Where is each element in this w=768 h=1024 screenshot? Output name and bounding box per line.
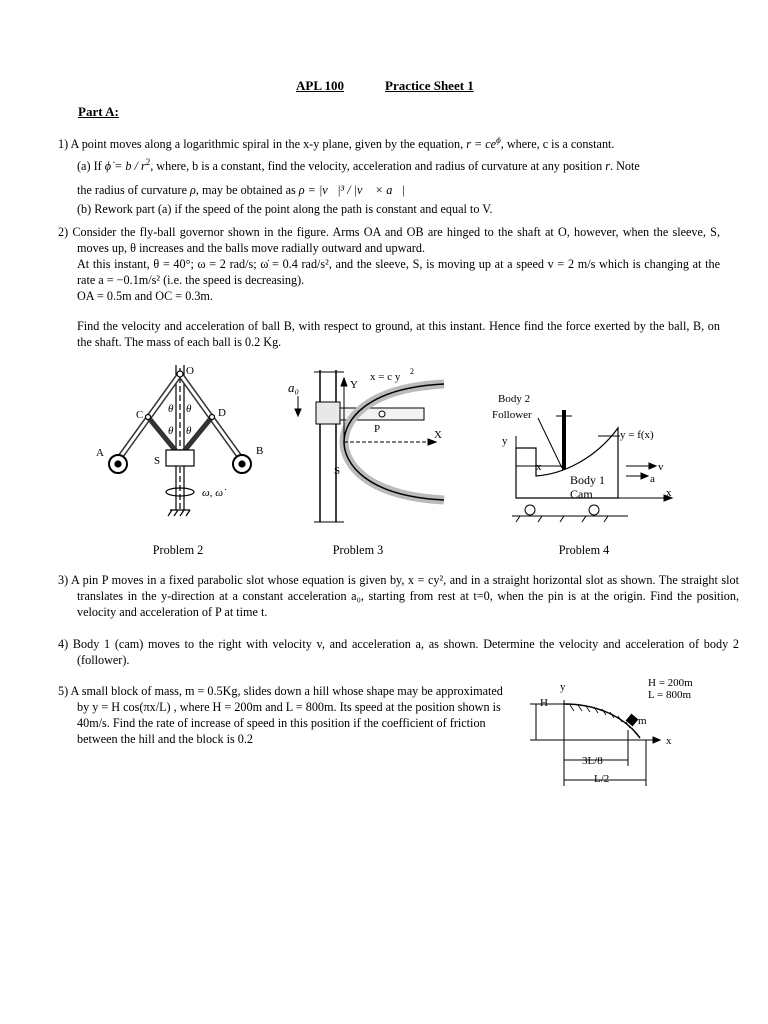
- cam-wheel-left: [525, 505, 535, 515]
- p1a-note: . Note: [610, 159, 640, 174]
- p2-line1: 2) Consider the fly-ball governor shown in the figure. Arms OA and OB are hinged to the shaft at O, however, when the sleeve, S, moves up, θ increases and the balls move radially outward and upward.: [58, 225, 720, 255]
- label-theta-3: θ: [168, 425, 174, 437]
- label-a: A: [96, 447, 104, 459]
- sliding-block: [626, 714, 637, 725]
- p1-equation: r = ce: [466, 137, 497, 152]
- sleeve: [166, 450, 194, 466]
- p2-line3: OA = 0.5m and OC = 0.3m.: [77, 289, 213, 303]
- label-yfx: y = f(x): [620, 429, 654, 441]
- figure-problem-3: [284, 362, 454, 530]
- caption-problem-4: Problem 4: [558, 543, 610, 557]
- label-l-value: L = 800m: [648, 689, 692, 701]
- caption-problem-3: Problem 3: [332, 543, 384, 557]
- caption-problem-2: Problem 2: [152, 543, 204, 557]
- figure-problem-4: [486, 388, 686, 528]
- p1a-lead: (a) If: [77, 159, 105, 174]
- problem-5: 5) A small block of mass, m = 0.5Kg, slides down a hill whose shape may be approximated by y = H cos(πx/L) , where H = 200m and L = 800m. Its speed at the position shown is 40m/s. Find the rate of increase of speed in this position if the coefficient of friction between the hill and the block is 0.2: [58, 684, 503, 746]
- label-s: S: [154, 455, 161, 467]
- p1a-equation: ϕ̇ = b / r: [104, 159, 146, 174]
- label-l2: L/2: [594, 773, 610, 785]
- label-theta-4: θ: [186, 425, 192, 437]
- label-p: P: [374, 423, 381, 435]
- label-body1: Body 1: [570, 473, 606, 487]
- label-cam: Cam: [570, 487, 593, 501]
- rho-symbol: ρ: [190, 183, 196, 198]
- label-h-value: H = 200m: [648, 677, 693, 689]
- label-d: D: [218, 407, 226, 419]
- label-y: y: [560, 681, 566, 693]
- p1a-r: r: [605, 159, 611, 174]
- label-x: x: [536, 461, 542, 473]
- course-code: APL 100: [296, 78, 345, 93]
- label-theta-2: θ: [186, 403, 192, 415]
- problem-4: 4) Body 1 (cam) moves to the right with velocity v, and acceleration a, as shown. Determine the velocity and acceleration of body 2 (follower).: [58, 637, 739, 667]
- label-eq: x = c y: [370, 371, 401, 383]
- label-y: Y: [350, 379, 358, 391]
- label-x: X: [434, 429, 442, 441]
- p1a-text: , where, b is a constant, find the velocity, acceleration and radius of curvature at any position: [150, 159, 606, 174]
- figure-problem-2: [96, 360, 276, 530]
- label-body2: Body 2: [498, 393, 531, 405]
- label-s: S: [334, 465, 341, 477]
- label-3l8: 3L/8: [582, 755, 603, 767]
- label-v: v: [658, 461, 664, 473]
- p1a-line2b: , may be obtained as: [195, 183, 299, 198]
- figure-problem-5: [516, 674, 696, 794]
- p1-intro: 1) A point moves along a logarithmic spiral in the x-y plane, given by the equation,: [58, 137, 467, 152]
- p1a-line2: the radius of curvature: [77, 183, 191, 198]
- label-b: B: [256, 445, 264, 457]
- rho-equation: ρ = |v⃗|³ / |v⃗ × a⃗|: [298, 183, 406, 198]
- problem-2: [58, 224, 720, 350]
- cam-body: [516, 428, 618, 498]
- label-h: H: [540, 697, 548, 709]
- label-a: a: [650, 473, 655, 485]
- part-label: Part A:: [78, 104, 119, 119]
- p2-line4: Find the velocity and acceleration of ball B, with respect to ground, at this instant. Hence find the force exerted by the ball, B, on the shaft. The mass of each ball is 0.2 Kg.: [77, 319, 720, 349]
- label-a0: a₀: [288, 380, 300, 395]
- label-c: C: [136, 409, 144, 421]
- sheet-title: Practice Sheet 1: [385, 78, 474, 93]
- p1-exponent: ϕ: [496, 135, 501, 145]
- label-eq-sq: 2: [410, 367, 414, 376]
- p1b: (b) Rework part (a) if the speed of the point along the path is constant and equal to V.: [77, 202, 493, 217]
- label-x-axis: x: [666, 487, 672, 499]
- label-theta-1: θ: [168, 403, 174, 415]
- label-follower: Follower: [492, 409, 532, 421]
- label-omega: ω, ω̇: [202, 487, 224, 499]
- label-o: O: [186, 365, 194, 377]
- p2-line2: At this instant, θ = 40°; ω = 2 rad/s; ω̇ = 0.4 rad/s², and the sleeve, S, is moving up at a speed v = 2 m/s which is changing at the rate a = −0.1m/s² (i.e. the speed is decreasing).: [77, 257, 720, 287]
- p1-intro-end: , where, c is a constant.: [500, 137, 615, 152]
- label-y: y: [502, 435, 508, 447]
- problem-1: 1) A point moves along a logarithmic spiral in the x-y plane, given by the equation, $r = ce^\phi$, where, c is a constant. (a) If ϕ̇ = b / $r^2$, where, b is a constant, find the velocity, acceleration and radius of curvature at any position r. Note the radius of curvature ρ, may be obtained as ρ = |v⃗|³ / |v⃗ × a⃗| (b) Rework part (a) if the speed of the point along the path is constant and equal to V.: [58, 132, 720, 217]
- slider-block: [316, 402, 340, 424]
- label-x: x: [666, 735, 672, 747]
- problem-3: 3) A pin P moves in a fixed parabolic slot whose equation is given by, x = cy², and in a straight horizontal slot as shown. The straight slot translates in the y-direction at a constant acceleration a₀, starting from rest at t=0, when the pin is at the origin. Find the position, velocity and acceleration of P at time t.: [58, 573, 739, 619]
- label-m: m: [638, 715, 647, 727]
- cam-wheel-right: [589, 505, 599, 515]
